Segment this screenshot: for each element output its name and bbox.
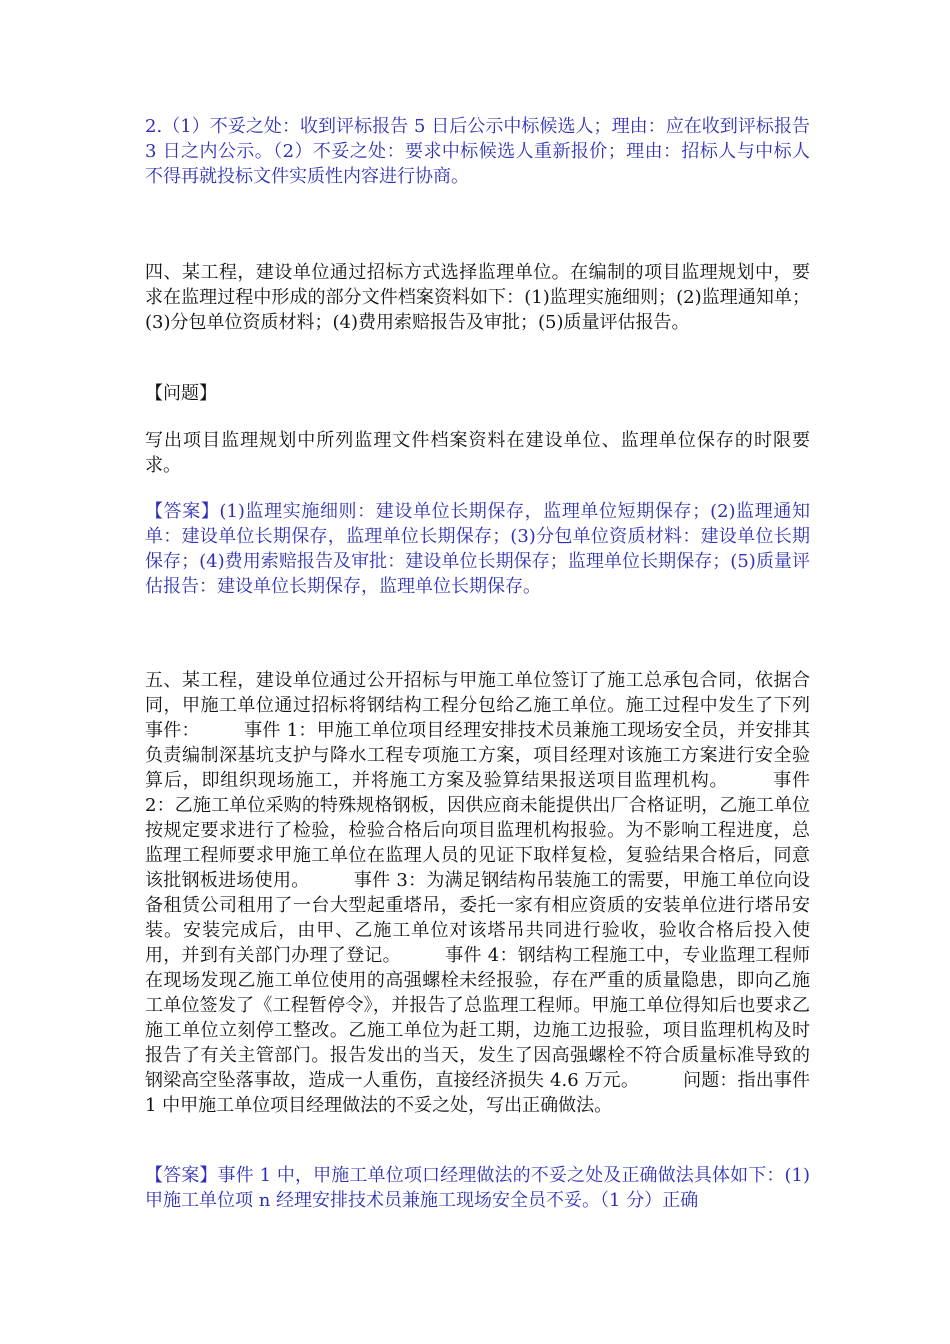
question-5-answer: 【答案】事件 1 中，甲施工单位项口经理做法的不妥之处及正确做法具体如下：(1)甲施工单位项 n 经理安排技术员兼施工现场安全员不妥。（1 分）正确 [145, 1165, 810, 1211]
event-3: 事件 3：为满足钢结构吊装施工的需要，甲施工单位向设备租赁公司租用了一台大型起重塔吊，委托一家有相应资质的安装单位进行塔吊安装。安装完成后，由甲、乙施工单位对该塔吊共同进行验收，验收合格后投入使用，并到有关部门办理了登记。 [145, 870, 811, 966]
event-1: 事件 1：甲施工单位项目经理安排技术员兼施工现场安全员，并安排其负责编制深基坑支护与降水工程专项施工方案，项目经理对该施工方案进行安全验算后，即组织现场施工，并将施工方案及验算结果报送项目监理机构。 [145, 720, 811, 791]
question-5-body [145, 668, 810, 1118]
question-5-intro: 五、某工程，建设单位通过公开招标与甲施工单位签订了施工总承包合同，依据合同，甲施工单位通过招标将钢结构工程分包给乙施工单位。施工过程中发生了下列事件： [145, 670, 810, 741]
question-4-answer: 【答案】(1)监理实施细则：建设单位长期保存，监理单位短期保存；(2)监理通知单：建设单位长期保存，监理单位长期保存；(3)分包单位资质材料：建设单位长期保存；(4)费用索赔报告及审批：建设单位长期保存；监理单位长期保存；(5)质量评估报告：建设单位长期保存，监理单位长期保存。 [145, 501, 810, 597]
event-2: 事件 2：乙施工单位采购的特殊规格钢板，因供应商未能提供出厂合格证明，乙施工单位按规定要求进行了检验，检验合格后向项目监理机构报验。为不影响工程进度，总监理工程师要求甲施工单位在监理人员的见证下取样复检，复验结果合格后，同意该批钢板进场使用。 [145, 770, 811, 891]
section-2-answer: 2.（1）不妥之处：收到评标报告 5 日后公示中标候选人；理由：应在收到评标报告 3 日之内公示。（2）不妥之处：要求中标候选人重新报价；理由：招标人与中标人不得再就投标文件实质性内容进行协商。 [145, 116, 810, 187]
question-4-stem: 四、某工程，建设单位通过招标方式选择监理单位。在编制的项目监理规划中，要求在监理过程中形成的部分文件档案资料如下：(1)监理实施细则；(2)监理通知单；(3)分包单位资质材料；(4)费用索赔报告及审批；(5)质量评估报告。 [145, 262, 810, 333]
event-4: 事件 4：钢结构工程施工中，专业监理工程师在现场发现乙施工单位使用的高强螺栓未经报验，存在严重的质量隐患，即向乙施工单位签发了《工程暂停令》，并报告了总监理工程师。甲施工单位得知后也要求乙施工单位立刻停工整改。乙施工单位为赶工期，边施工边报验，项目监理机构及时报告了有关主管部门。报告发出的当天，发生了因高强螺栓不符合质量标准导致的钢梁高空坠落事故，造成一人重伤，直接经济损失 4.6 万元。 [145, 945, 811, 1091]
question-5-question: 问题：指出事件 1 中甲施工单位项目经理做法的不妥之处，写出正确做法。 [145, 1070, 810, 1116]
question-4-text: 写出项目监理规划中所列监理文件档案资料在建设单位、监理单位保存的时限要求。 [145, 430, 810, 476]
question-4-heading: 【问题】 [145, 383, 217, 404]
